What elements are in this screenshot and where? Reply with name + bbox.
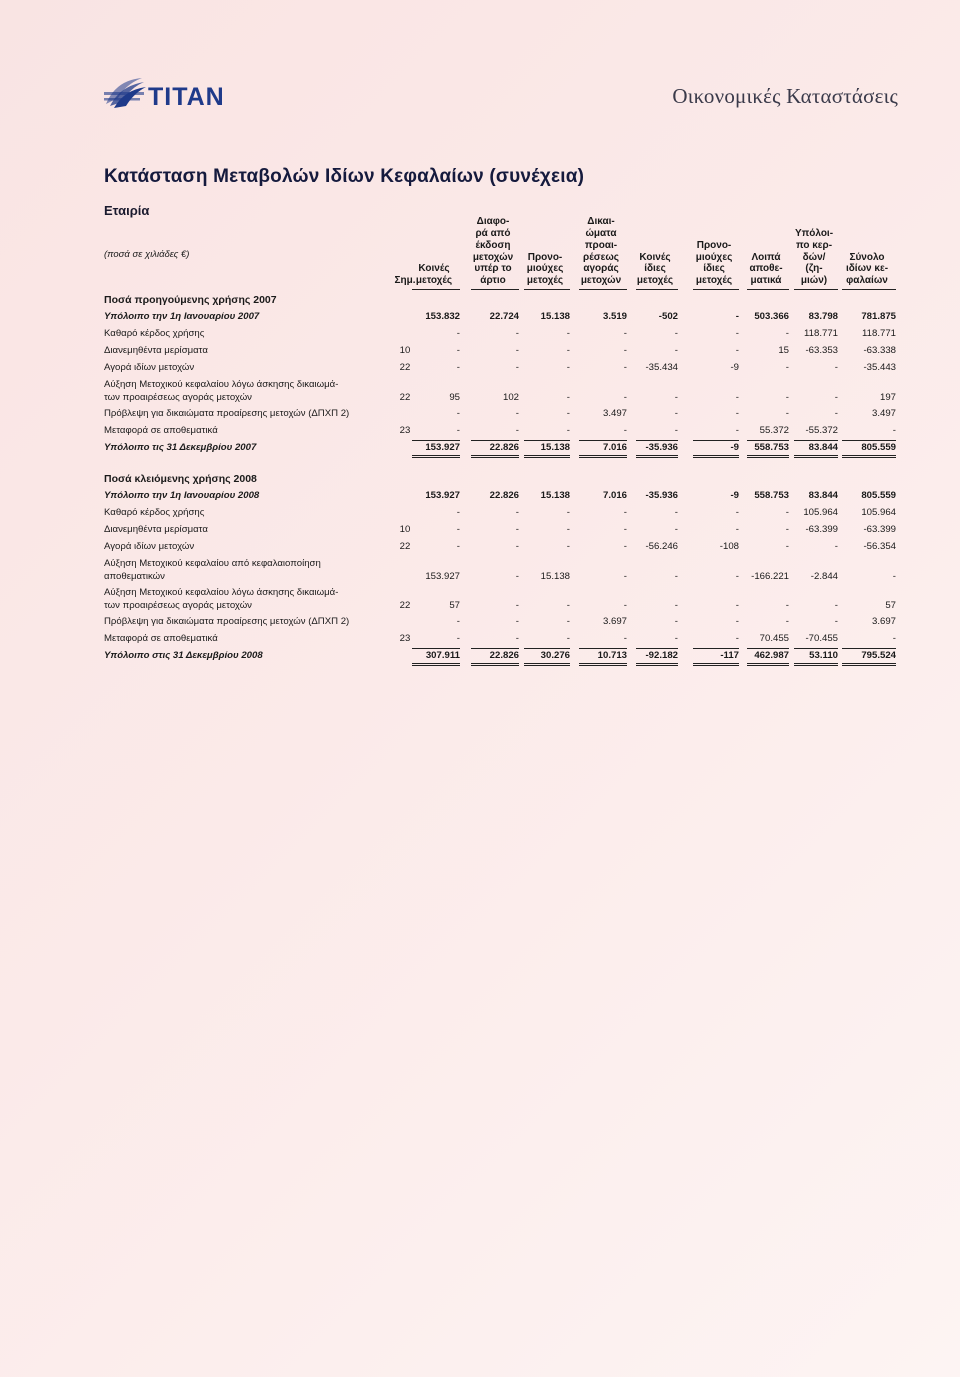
column-header-2 — [467, 216, 519, 287]
table-cell: 795.524 — [861, 650, 896, 661]
row-label-line: Υπόλοιπο στις 31 Δεκεμβρίου 2008 — [104, 650, 263, 661]
table-cell: - — [456, 524, 460, 535]
row-note: 23 — [399, 425, 411, 436]
column-header-line: ίδιες — [703, 263, 725, 275]
row-label-line: Υπόλοιπο τις 31 Δεκεμβρίου 2007 — [104, 442, 257, 453]
table-cell: - — [785, 362, 789, 373]
row-label-line: Αύξηση Μετοχικού κεφαλαίου λόγω άσκησης δικαιωμά- — [104, 587, 339, 598]
table-cell: - — [515, 328, 519, 339]
column-header-line: μετοχές — [415, 275, 453, 287]
total-rule-top — [747, 648, 789, 649]
table-cell: - — [785, 391, 789, 403]
table-cell: 22.724 — [489, 311, 519, 322]
table-cell: -63.399 — [805, 524, 838, 535]
total-rule-top — [794, 440, 838, 441]
table-cell: - — [515, 570, 519, 582]
table-cell: 15.138 — [540, 490, 570, 501]
column-header-line: έκδοση — [475, 239, 511, 251]
column-header-line: Υπόλοι- — [794, 228, 834, 239]
column-header-4 — [575, 216, 627, 287]
table-cell: 118.771 — [804, 328, 838, 339]
column-header-rule — [842, 289, 896, 290]
table-row — [104, 558, 896, 587]
row-label-line: Μεταφορά σε αποθεματικά — [104, 633, 218, 644]
row-label-line: αποθεματικών — [104, 570, 165, 582]
table-cell: 83.798 — [808, 311, 838, 322]
table-cell: -502 — [658, 311, 678, 322]
row-label — [104, 328, 204, 341]
table-cell: 781.875 — [861, 311, 896, 322]
table-row — [104, 541, 896, 558]
table-cell: - — [674, 391, 678, 403]
column-header-line: υπέρ το — [474, 263, 512, 275]
table-cell: -55.372 — [805, 425, 838, 436]
table-cell: - — [566, 524, 570, 535]
table-cell: - — [566, 408, 570, 419]
table-cell: 3.697 — [871, 616, 896, 627]
table-cell: - — [566, 541, 570, 552]
table-cell: - — [456, 541, 460, 552]
table-cell: 70.455 — [759, 633, 789, 644]
total-rule-top — [471, 648, 519, 649]
column-header-line: (ζη- — [805, 263, 823, 275]
row-label-line: Διανεμηθέντα μερίσματα — [104, 524, 208, 535]
column-header-line: ιδίων κε- — [845, 263, 889, 275]
table-cell: - — [566, 633, 570, 644]
table-cell: 15.138 — [540, 442, 570, 453]
table-cell: 95 — [449, 391, 460, 403]
table-cell: - — [623, 425, 627, 436]
table-cell: 102 — [502, 391, 519, 403]
table-cell: - — [834, 541, 838, 552]
column-header-line: προαι- — [584, 239, 618, 251]
table-cell: 15 — [778, 345, 789, 356]
total-rule-top — [471, 440, 519, 441]
column-header-line: δών/ — [802, 251, 826, 263]
row-label — [104, 616, 349, 629]
column-header-line: πο κερ- — [795, 239, 833, 251]
row-label — [104, 558, 321, 583]
table-row — [104, 490, 896, 507]
column-header-6 — [689, 240, 739, 287]
column-header-line: Σύνολο — [849, 251, 885, 263]
table-cell: 57 — [885, 599, 896, 611]
column-header-line: ρά από — [475, 227, 511, 239]
table-cell: -35.936 — [645, 442, 678, 453]
column-header-line: Προνο- — [696, 239, 732, 251]
table-cell: - — [623, 345, 627, 356]
row-label — [104, 650, 263, 663]
table-cell: 3.497 — [602, 408, 627, 419]
table-cell: - — [515, 408, 519, 419]
column-header-line: ώματα — [585, 227, 617, 239]
table-cell: - — [515, 541, 519, 552]
table-cell: - — [566, 345, 570, 356]
row-label — [104, 362, 194, 375]
table-cell: - — [785, 408, 789, 419]
row-note: 22 — [399, 541, 411, 552]
table-cell: -70.455 — [805, 633, 838, 644]
total-rule-top — [579, 648, 627, 649]
table-cell: - — [456, 425, 460, 436]
table-cell: - — [674, 345, 678, 356]
table-cell: - — [834, 599, 838, 611]
section-title-2007: Ποσά προηγούμενης χρήσης 2007 — [104, 294, 277, 306]
table-cell: - — [566, 362, 570, 373]
column-header-line: Δικαι- — [587, 216, 615, 228]
table-cell: - — [735, 425, 739, 436]
row-label-line: Πρόβλεψη για δικαιώματα προαίρεσης μετοχών (ΔΠΧΠ 2) — [104, 408, 350, 419]
table-cell: - — [515, 599, 519, 611]
table-cell: - — [735, 524, 739, 535]
column-header-line: μετοχών — [472, 251, 514, 263]
table-row — [104, 507, 896, 524]
row-label — [104, 507, 204, 520]
column-header-5 — [632, 252, 678, 287]
row-label — [104, 490, 259, 503]
table-cell: - — [623, 391, 627, 403]
table-cell: 197 — [879, 391, 896, 403]
total-rule-top — [747, 440, 789, 441]
table-cell: -166.221 — [751, 570, 789, 582]
table-cell: - — [674, 599, 678, 611]
table-cell: - — [785, 524, 789, 535]
row-label — [104, 425, 218, 438]
column-header-line: μιών) — [800, 275, 828, 287]
total-rule-top — [636, 440, 678, 441]
table-cell: - — [515, 425, 519, 436]
column-header-line: Κοινές — [639, 251, 671, 263]
table-cell: - — [456, 345, 460, 356]
total-rule-top — [412, 648, 460, 649]
table-row — [104, 408, 896, 425]
table-cell: - — [515, 507, 519, 518]
table-cell: - — [785, 599, 789, 611]
row-label-line: Υπόλοιπο την 1η Ιανουαρίου 2008 — [104, 490, 260, 501]
table-cell: - — [456, 633, 460, 644]
row-label — [104, 633, 218, 646]
table-row — [104, 524, 896, 541]
table-cell: 503.366 — [754, 311, 789, 322]
table-row — [104, 345, 896, 362]
table-cell: - — [735, 345, 739, 356]
column-header-rule — [794, 289, 838, 290]
table-cell: - — [623, 633, 627, 644]
table-cell: - — [834, 616, 838, 627]
table-cell: 53.110 — [809, 650, 838, 661]
table-cell: 307.911 — [425, 650, 460, 661]
column-header-line: μιούχες — [526, 263, 564, 275]
column-header-7 — [743, 252, 789, 287]
table-cell: - — [623, 570, 627, 582]
table-cell: - — [515, 633, 519, 644]
table-cell: - — [623, 362, 627, 373]
table-cell: -9 — [730, 490, 739, 501]
table-cell: 15.138 — [540, 311, 570, 322]
table-cell: -35.434 — [645, 362, 678, 373]
row-label-line: Διανεμηθέντα μερίσματα — [104, 345, 208, 356]
total-rule-top — [693, 440, 739, 441]
table-cell: 153.927 — [425, 570, 460, 582]
table-cell: - — [892, 425, 896, 436]
table-cell: - — [735, 391, 739, 403]
table-cell: -117 — [720, 650, 739, 661]
table-cell: - — [674, 328, 678, 339]
table-cell: - — [735, 328, 739, 339]
table-cell: - — [785, 328, 789, 339]
table-cell: 7.016 — [602, 442, 627, 453]
table-cell: - — [834, 408, 838, 419]
row-label-line: Μεταφορά σε αποθεματικά — [104, 425, 218, 436]
company-label: Εταιρία — [104, 203, 150, 218]
table-cell: - — [735, 633, 739, 644]
table-cell: 105.964 — [861, 507, 896, 518]
total-rule-top — [412, 440, 460, 441]
table-cell: -9 — [730, 362, 739, 373]
row-label-line: Πρόβλεψη για δικαιώματα προαίρεσης μετοχών (ΔΠΧΠ 2) — [104, 616, 350, 627]
column-header-rule — [412, 289, 460, 290]
section-title-2008: Ποσά κλειόμενης χρήσης 2008 — [104, 473, 257, 485]
table-cell: - — [735, 311, 739, 322]
column-header-line: μετοχές — [636, 275, 674, 287]
table-cell: - — [674, 507, 678, 518]
table-cell: - — [674, 408, 678, 419]
table-cell: - — [566, 507, 570, 518]
row-label-line: Αύξηση Μετοχικού κεφαλαίου λόγω άσκησης δικαιωμά- — [104, 379, 339, 390]
table-cell: - — [456, 362, 460, 373]
column-header-line: Λοιπά — [751, 251, 781, 263]
table-cell: - — [623, 599, 627, 611]
table-cell: 462.987 — [754, 650, 789, 661]
table-cell: -92.182 — [645, 650, 678, 661]
column-header-rule — [636, 289, 678, 290]
row-label-line: Αύξηση Μετοχικού κεφαλαίου από κεφαλαιοποίηση — [104, 558, 321, 569]
row-note: 22 — [399, 391, 411, 403]
table-cell: - — [735, 570, 739, 582]
table-cell: 105.964 — [803, 507, 838, 518]
column-header-8 — [790, 228, 838, 287]
table-cell: - — [515, 362, 519, 373]
column-header-rule — [471, 289, 519, 290]
table-cell: - — [674, 616, 678, 627]
table-cell: 118.771 — [862, 328, 896, 339]
table-cell: - — [515, 616, 519, 627]
table-cell: - — [623, 541, 627, 552]
table-cell: - — [785, 507, 789, 518]
table-cell: - — [623, 328, 627, 339]
table-cell: - — [566, 328, 570, 339]
table-cell: - — [834, 391, 838, 403]
total-rule-top — [636, 648, 678, 649]
table-cell: -63.353 — [805, 345, 838, 356]
table-cell: - — [674, 524, 678, 535]
total-rule-top — [794, 648, 838, 649]
table-cell: 83.844 — [808, 442, 838, 453]
column-header-line: Προνο- — [527, 251, 563, 263]
column-header-line: μετοχών — [580, 275, 622, 287]
table-row — [104, 362, 896, 379]
table-cell: 153.927 — [425, 490, 460, 501]
row-label — [104, 541, 194, 554]
column-header-line: μιούχες — [695, 251, 733, 263]
total-rule-top — [524, 648, 570, 649]
table-cell: - — [566, 616, 570, 627]
table-cell: - — [735, 408, 739, 419]
row-label — [104, 524, 208, 537]
table-cell: - — [566, 599, 570, 611]
column-header-rule — [693, 289, 739, 290]
table-cell: 22.826 — [489, 490, 519, 501]
table-cell: -63.338 — [863, 345, 896, 356]
row-label — [104, 408, 349, 421]
row-note: 22 — [399, 362, 411, 373]
table-cell: 153.927 — [425, 442, 460, 453]
column-header-line: ματικά — [750, 275, 782, 287]
table-cell: - — [623, 524, 627, 535]
titan-logo — [104, 74, 239, 114]
table-cell: -35.936 — [645, 490, 678, 501]
row-note: 23 — [399, 633, 411, 644]
page-title: Κατάσταση Μεταβολών Ιδίων Κεφαλαίων (συνέχεια) — [104, 166, 585, 187]
table-cell: - — [735, 616, 739, 627]
table-row — [104, 379, 896, 408]
column-header-line: αγοράς — [583, 263, 619, 275]
table-cell: -56.354 — [863, 541, 896, 552]
table-cell: - — [785, 616, 789, 627]
table-cell: - — [892, 633, 896, 644]
table-cell: 30.276 — [540, 650, 570, 661]
table-cell: 3.497 — [871, 408, 896, 419]
row-label — [104, 311, 259, 324]
table-cell: -2.844 — [810, 570, 838, 582]
table-row — [104, 328, 896, 345]
table-cell: -56.246 — [645, 541, 678, 552]
table-cell: 7.016 — [602, 490, 627, 501]
column-header-rule — [524, 289, 570, 290]
table-cell: - — [566, 425, 570, 436]
table-cell: 83.844 — [808, 490, 838, 501]
section-title: Οικονομικές Καταστάσεις — [672, 84, 898, 108]
row-label — [104, 379, 338, 404]
column-header-rule — [579, 289, 627, 290]
table-cell: - — [785, 541, 789, 552]
total-rule-top — [524, 440, 570, 441]
row-label — [104, 587, 338, 612]
column-header-line: Κοινές — [418, 263, 450, 275]
table-row — [104, 650, 896, 667]
row-label-line: Αγορά ιδίων μετοχών — [104, 541, 195, 552]
table-cell: - — [674, 570, 678, 582]
table-cell: 153.832 — [425, 311, 460, 322]
table-row — [104, 616, 896, 633]
table-cell: 10.713 — [597, 650, 627, 661]
column-header-line: μετοχές — [526, 275, 564, 287]
table-cell: 805.559 — [861, 490, 896, 501]
table-cell: -9 — [730, 442, 739, 453]
table-cell: 558.753 — [754, 442, 789, 453]
column-header-9 — [838, 252, 896, 287]
total-rule-top — [579, 440, 627, 441]
table-cell: -108 — [719, 541, 739, 552]
table-cell: - — [735, 507, 739, 518]
logo-wordmark: TITAN — [148, 83, 225, 111]
table-cell: - — [456, 616, 460, 627]
units-note: (ποσά σε χιλιάδες €) — [104, 249, 190, 260]
table-cell: - — [674, 633, 678, 644]
table-cell: 55.372 — [759, 425, 789, 436]
row-label-line: των προαιρέσεως αγοράς μετοχών — [104, 391, 252, 403]
row-label-line: Καθαρό κέρδος χρήσης — [104, 507, 205, 518]
table-cell: - — [623, 507, 627, 518]
table-cell: 3.519 — [602, 311, 627, 322]
table-cell: -63.399 — [863, 524, 896, 535]
row-label-line: Υπόλοιπο την 1η Ιανουαρίου 2007 — [104, 311, 260, 322]
row-label-line: Καθαρό κέρδος χρήσης — [104, 328, 205, 339]
table-cell: - — [515, 524, 519, 535]
table-cell: - — [456, 328, 460, 339]
row-note: 10 — [399, 524, 411, 535]
table-cell: - — [735, 599, 739, 611]
column-header-rule — [747, 289, 789, 290]
table-row — [104, 587, 896, 616]
column-header-note: Σημ. — [394, 275, 416, 287]
column-header-3 — [520, 252, 570, 287]
table-cell: - — [456, 507, 460, 518]
table-cell: - — [674, 425, 678, 436]
table-cell: -35.443 — [863, 362, 896, 373]
table-cell: - — [515, 345, 519, 356]
table-cell: 3.697 — [602, 616, 627, 627]
table-cell: - — [834, 362, 838, 373]
column-header-line: μετοχές — [695, 275, 733, 287]
table-row — [104, 311, 896, 328]
column-header-line: ίδιες — [644, 263, 666, 275]
table-cell: 22.826 — [489, 650, 519, 661]
table-cell: - — [892, 570, 896, 582]
column-header-line: άρτιο — [480, 275, 506, 287]
row-label — [104, 345, 208, 358]
table-cell: 558.753 — [754, 490, 789, 501]
row-label-line: Αγορά ιδίων μετοχών — [104, 362, 195, 373]
table-cell: 57 — [449, 599, 460, 611]
row-note: 10 — [399, 345, 411, 356]
total-rule-top — [842, 648, 896, 649]
column-header-line: αποθε- — [749, 263, 783, 275]
row-note: 22 — [399, 599, 411, 611]
table-cell: 22.826 — [489, 442, 519, 453]
column-header-line: φαλαίων — [846, 275, 888, 287]
total-rule-top — [693, 648, 739, 649]
column-header-line: Διαφο- — [476, 216, 510, 228]
table-row — [104, 442, 896, 459]
table-cell: - — [456, 408, 460, 419]
table-cell: 15.138 — [540, 570, 570, 582]
row-label-line: των προαιρέσεως αγοράς μετοχών — [104, 599, 252, 611]
table-cell: 805.559 — [861, 442, 896, 453]
table-cell: - — [566, 391, 570, 403]
total-rule-top — [842, 440, 896, 441]
column-header-line: ρέσεως — [583, 251, 619, 263]
row-label — [104, 442, 256, 455]
